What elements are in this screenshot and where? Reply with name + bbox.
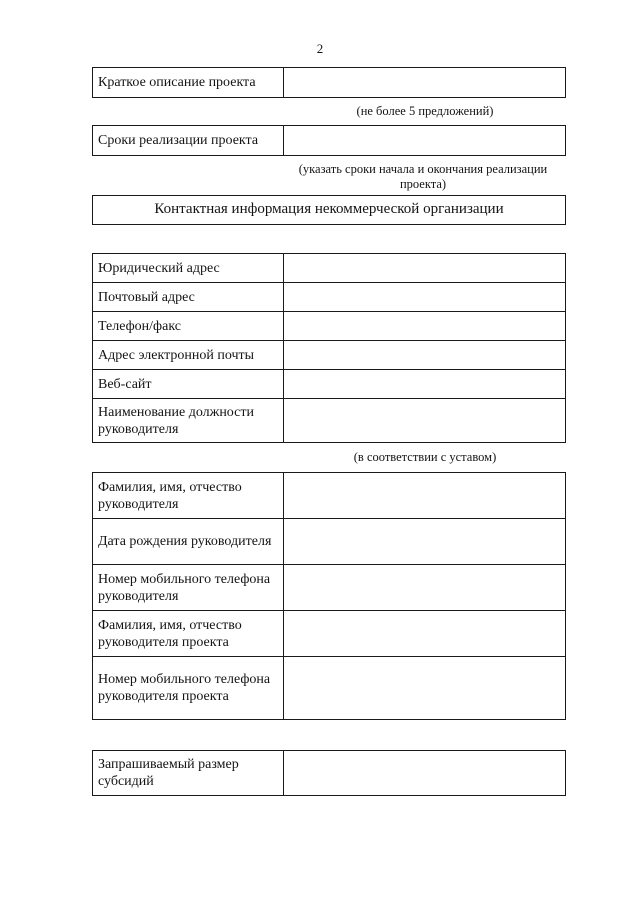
contact-info-header: Контактная информация некоммерческой организации (92, 195, 566, 225)
page-number: 2 (316, 41, 324, 56)
project-leader-name-label: Фамилия, имя, отчество руководителя проекта (93, 611, 284, 657)
subsidy-table (92, 750, 566, 796)
table-row (93, 657, 566, 720)
phone-fax-label: Телефон/факс (93, 312, 284, 341)
timeline-note-line2: проекта) (399, 177, 447, 191)
table-row (93, 254, 566, 283)
short-description-label: Краткое описание проекта (93, 68, 284, 98)
table-row (93, 519, 566, 565)
charter-note: (в соответствии с уставом) (353, 450, 497, 464)
table-row (93, 283, 566, 312)
postal-address-label: Почтовый адрес (93, 283, 284, 312)
table-row (93, 611, 566, 657)
leader-birthdate-label: Дата рождения руководителя (93, 519, 284, 565)
legal-address-label: Юридический адрес (93, 254, 284, 283)
project-leader-name-field[interactable] (284, 611, 566, 657)
leader-name-field[interactable] (284, 473, 566, 519)
table-row (93, 751, 566, 796)
leader-mobile-field[interactable] (284, 565, 566, 611)
subsidy-amount-label: Запрашиваемый размер субсидий (93, 751, 284, 796)
table-row (93, 473, 566, 519)
timeline-label: Сроки реализации проекта (93, 126, 284, 156)
short-description-note: (не более 5 предложений) (356, 104, 494, 118)
short-description-field[interactable] (284, 68, 566, 98)
timeline-field[interactable] (284, 126, 566, 156)
leader-mobile-label: Номер мобильного телефона руководителя (93, 565, 284, 611)
table-row (93, 565, 566, 611)
table-row (93, 370, 566, 399)
leader-position-field[interactable] (284, 399, 566, 443)
phone-fax-field[interactable] (284, 312, 566, 341)
email-field[interactable] (284, 341, 566, 370)
project-leader-mobile-field[interactable] (284, 657, 566, 720)
legal-address-field[interactable] (284, 254, 566, 283)
email-label: Адрес электронной почты (93, 341, 284, 370)
table-row (93, 312, 566, 341)
table-row (93, 341, 566, 370)
website-label: Веб-сайт (93, 370, 284, 399)
timeline-note (282, 162, 564, 192)
contact-info-table (92, 253, 566, 443)
timeline-note-line1: (указать сроки начала и окончания реализации (298, 162, 548, 176)
subsidy-amount-field[interactable] (284, 751, 566, 796)
leader-birthdate-field[interactable] (284, 519, 566, 565)
timeline-table (92, 125, 566, 156)
postal-address-field[interactable] (284, 283, 566, 312)
leader-info-table (92, 472, 566, 720)
website-field[interactable] (284, 370, 566, 399)
table-row (93, 399, 566, 443)
leader-name-label: Фамилия, имя, отчество руководителя (93, 473, 284, 519)
leader-position-label: Наименование должности руководителя (93, 399, 284, 443)
short-description-table (92, 67, 566, 98)
project-leader-mobile-label: Номер мобильного телефона руководителя проекта (93, 657, 284, 720)
